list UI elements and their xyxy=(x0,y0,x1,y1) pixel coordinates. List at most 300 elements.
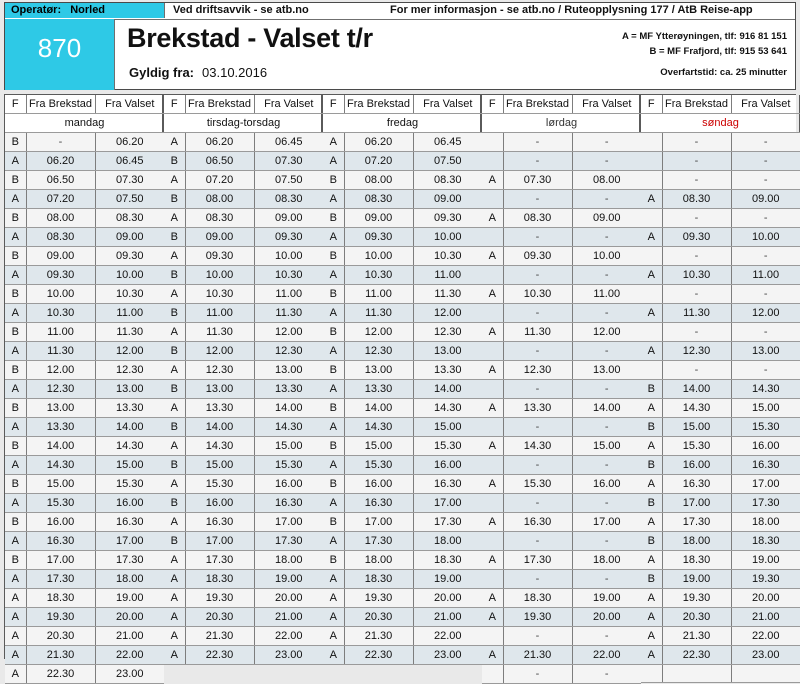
table-row xyxy=(482,570,641,589)
cell-from-valset: 13.30 xyxy=(413,361,482,380)
cell-from-valset: 10.00 xyxy=(413,228,482,247)
cell-from-valset: 13.00 xyxy=(731,342,800,361)
cell-from-brekstad xyxy=(662,665,731,683)
cell-from-valset: 10.30 xyxy=(254,266,323,285)
cell-from-valset: 21.00 xyxy=(254,608,323,627)
cell-ferry: A xyxy=(641,646,662,665)
cell-ferry: A xyxy=(5,646,26,665)
cell-from-brekstad: - xyxy=(662,285,731,304)
cell-ferry xyxy=(482,228,503,247)
cell-from-valset: 23.00 xyxy=(413,646,482,665)
cell-ferry: B xyxy=(164,190,185,209)
cell-ferry: B xyxy=(164,456,185,475)
cell-ferry: A xyxy=(164,608,185,627)
cell-from-valset: 16.30 xyxy=(413,475,482,494)
cell-ferry: A xyxy=(323,570,344,589)
table-row xyxy=(323,247,482,266)
cell-from-brekstad: 10.30 xyxy=(662,266,731,285)
cell-from-valset: 08.30 xyxy=(95,209,164,228)
cell-from-valset: - xyxy=(731,171,800,190)
cell-from-valset: 15.00 xyxy=(413,418,482,437)
cell-ferry: B xyxy=(641,532,662,551)
cell-from-valset: 10.00 xyxy=(95,266,164,285)
cell-from-brekstad: 14.30 xyxy=(185,437,254,456)
cell-from-valset: - xyxy=(731,285,800,304)
cell-from-brekstad: - xyxy=(503,133,572,152)
cell-from-valset: 12.00 xyxy=(254,323,323,342)
cell-from-valset: 16.00 xyxy=(95,494,164,513)
table-row xyxy=(164,285,323,304)
cell-ferry: A xyxy=(164,285,185,304)
table-row xyxy=(641,247,800,266)
cell-ferry xyxy=(641,209,662,228)
cell-from-brekstad: 17.00 xyxy=(344,513,413,532)
cell-ferry: A xyxy=(641,437,662,456)
cell-from-brekstad: 18.30 xyxy=(344,570,413,589)
cell-ferry: A xyxy=(164,570,185,589)
table-row xyxy=(5,399,164,418)
table-row xyxy=(164,380,323,399)
notice-disruption: Ved driftsavvik - se atb.no xyxy=(173,4,309,16)
cell-from-brekstad: 18.30 xyxy=(185,570,254,589)
cell-from-brekstad: 15.00 xyxy=(185,456,254,475)
cell-from-brekstad: 11.00 xyxy=(26,323,95,342)
cell-from-valset: 19.00 xyxy=(413,570,482,589)
table-row xyxy=(5,456,164,475)
operator-label: Operatør: xyxy=(11,4,62,16)
cell-from-valset: 13.00 xyxy=(95,380,164,399)
table-sondag xyxy=(641,95,800,683)
cell-ferry: A xyxy=(641,513,662,532)
cell-from-brekstad: 10.30 xyxy=(26,304,95,323)
cell-from-brekstad: 17.00 xyxy=(185,532,254,551)
cell-ferry: A xyxy=(323,608,344,627)
cell-from-valset: 16.30 xyxy=(731,456,800,475)
cell-from-valset: 12.00 xyxy=(95,342,164,361)
cell-ferry: B xyxy=(5,475,26,494)
cell-from-brekstad: 10.00 xyxy=(344,247,413,266)
cell-from-brekstad: - xyxy=(503,190,572,209)
cell-ferry: B xyxy=(323,551,344,570)
cell-from-valset: 17.00 xyxy=(731,475,800,494)
table-row xyxy=(482,589,641,608)
cell-ferry: B xyxy=(323,285,344,304)
table-row xyxy=(641,589,800,608)
cell-ferry: B xyxy=(5,171,26,190)
table-row xyxy=(323,437,482,456)
cell-ferry: A xyxy=(323,627,344,646)
cell-from-valset: 20.00 xyxy=(413,589,482,608)
cell-ferry xyxy=(482,342,503,361)
cell-ferry: A xyxy=(641,627,662,646)
cell-ferry: A xyxy=(482,589,503,608)
table-row xyxy=(323,209,482,228)
table-row xyxy=(164,228,323,247)
cell-from-brekstad: - xyxy=(662,361,731,380)
cell-from-valset: 18.00 xyxy=(731,513,800,532)
table-row xyxy=(482,285,641,304)
cell-from-valset: 16.00 xyxy=(572,475,641,494)
col-header-from-valset: Fra Valset xyxy=(413,95,482,114)
cell-from-brekstad: 12.00 xyxy=(185,342,254,361)
cell-ferry: A xyxy=(5,532,26,551)
cell-from-brekstad: - xyxy=(503,418,572,437)
cell-from-brekstad: 16.30 xyxy=(185,513,254,532)
table-row xyxy=(641,304,800,323)
cell-ferry: A xyxy=(641,190,662,209)
table-row xyxy=(482,342,641,361)
cell-from-valset: 17.30 xyxy=(254,532,323,551)
cell-ferry: A xyxy=(641,589,662,608)
cell-from-brekstad: 08.30 xyxy=(344,190,413,209)
cell-from-valset: 23.00 xyxy=(731,646,800,665)
table-row xyxy=(5,304,164,323)
block-mandag xyxy=(5,95,164,680)
cell-ferry: B xyxy=(323,171,344,190)
table-row xyxy=(323,627,482,646)
cell-from-valset: 15.30 xyxy=(95,475,164,494)
table-row xyxy=(5,570,164,589)
table-row xyxy=(482,627,641,646)
col-header-f: F xyxy=(641,95,662,114)
cell-from-valset: - xyxy=(572,304,641,323)
cell-from-valset: 17.00 xyxy=(572,513,641,532)
table-row xyxy=(5,532,164,551)
table-row xyxy=(482,665,641,684)
cell-ferry: A xyxy=(164,399,185,418)
table-row xyxy=(323,475,482,494)
cell-from-valset: 17.30 xyxy=(731,494,800,513)
day-label-tirsdag-torsdag: tirsdag-torsdag xyxy=(164,114,323,133)
col-header-from-brekstad: Fra Brekstad xyxy=(662,95,731,114)
table-row xyxy=(641,285,800,304)
table-row xyxy=(641,494,800,513)
cell-from-valset: 07.50 xyxy=(254,171,323,190)
cell-ferry: B xyxy=(164,418,185,437)
cell-from-brekstad: - xyxy=(662,171,731,190)
table-row xyxy=(641,570,800,589)
table-row xyxy=(164,247,323,266)
cell-from-brekstad: 08.30 xyxy=(185,209,254,228)
cell-from-brekstad: 06.20 xyxy=(26,152,95,171)
cell-from-valset: 11.00 xyxy=(95,304,164,323)
cell-from-brekstad: - xyxy=(503,627,572,646)
cell-from-brekstad: - xyxy=(662,209,731,228)
cell-ferry: B xyxy=(323,247,344,266)
cell-from-brekstad: 06.50 xyxy=(185,152,254,171)
table-row xyxy=(164,456,323,475)
cell-from-brekstad: 18.30 xyxy=(503,589,572,608)
cell-from-brekstad: 11.30 xyxy=(662,304,731,323)
table-tirsdag-torsdag xyxy=(164,95,323,665)
table-row xyxy=(5,494,164,513)
cell-from-brekstad: 15.30 xyxy=(662,437,731,456)
cell-ferry: A xyxy=(482,437,503,456)
cell-ferry: A xyxy=(641,228,662,247)
cell-from-valset: 12.30 xyxy=(95,361,164,380)
day-label-sondag: søndag xyxy=(641,114,800,133)
cell-from-valset: 10.00 xyxy=(254,247,323,266)
table-row xyxy=(5,171,164,190)
table-row xyxy=(164,627,323,646)
cell-from-valset: 15.00 xyxy=(254,437,323,456)
table-row xyxy=(5,323,164,342)
cell-from-valset: - xyxy=(572,342,641,361)
cell-from-brekstad: 14.00 xyxy=(26,437,95,456)
timetable-header xyxy=(4,2,796,90)
table-row xyxy=(641,133,800,152)
cell-from-brekstad: 14.30 xyxy=(662,399,731,418)
cell-from-brekstad: 16.00 xyxy=(26,513,95,532)
page-title: Brekstad - Valset t/r xyxy=(127,23,373,53)
table-row xyxy=(5,133,164,152)
cell-from-valset: 09.30 xyxy=(254,228,323,247)
table-row xyxy=(323,608,482,627)
table-row xyxy=(641,323,800,342)
cell-from-valset: 12.30 xyxy=(254,342,323,361)
cell-from-brekstad: 09.30 xyxy=(26,266,95,285)
table-row xyxy=(5,247,164,266)
valid-from-label: Gyldig fra: xyxy=(129,65,195,80)
cell-ferry xyxy=(641,171,662,190)
cell-ferry xyxy=(482,494,503,513)
cell-from-brekstad: 13.00 xyxy=(344,361,413,380)
table-row xyxy=(323,551,482,570)
cell-from-valset: 12.00 xyxy=(731,304,800,323)
cell-ferry: B xyxy=(323,437,344,456)
crossing-time-info: Overfartstid: ca. 25 minutter xyxy=(660,67,787,78)
cell-ferry: B xyxy=(323,361,344,380)
cell-ferry: A xyxy=(323,418,344,437)
table-lordag xyxy=(482,95,641,684)
cell-from-valset: 19.00 xyxy=(95,589,164,608)
rows-tirsdag-torsdag xyxy=(164,133,323,665)
cell-ferry: A xyxy=(482,285,503,304)
cell-from-brekstad: - xyxy=(503,266,572,285)
col-header-f: F xyxy=(323,95,344,114)
table-row xyxy=(482,228,641,247)
cell-ferry: B xyxy=(5,513,26,532)
cell-ferry: B xyxy=(164,228,185,247)
cell-ferry xyxy=(641,247,662,266)
cell-ferry: A xyxy=(323,380,344,399)
cell-from-valset: 09.00 xyxy=(95,228,164,247)
col-header-from-valset: Fra Valset xyxy=(95,95,164,114)
cell-ferry: B xyxy=(323,209,344,228)
cell-from-brekstad: 20.30 xyxy=(26,627,95,646)
table-row xyxy=(641,228,800,247)
cell-from-valset: - xyxy=(572,380,641,399)
cell-from-valset: - xyxy=(572,570,641,589)
table-row xyxy=(482,513,641,532)
cell-from-valset: 20.00 xyxy=(572,608,641,627)
cell-ferry xyxy=(641,285,662,304)
cell-from-brekstad: 14.30 xyxy=(26,456,95,475)
cell-from-valset: 19.00 xyxy=(254,570,323,589)
cell-ferry: A xyxy=(164,646,185,665)
cell-from-brekstad: 22.30 xyxy=(26,665,95,684)
table-row xyxy=(164,152,323,171)
cell-from-valset: - xyxy=(572,152,641,171)
cell-from-valset: 15.30 xyxy=(254,456,323,475)
cell-from-brekstad: 11.00 xyxy=(185,304,254,323)
cell-from-valset: - xyxy=(572,190,641,209)
cell-ferry: A xyxy=(482,513,503,532)
col-header-from-valset: Fra Valset xyxy=(254,95,323,114)
table-row xyxy=(164,494,323,513)
cell-from-valset: 09.00 xyxy=(731,190,800,209)
cell-from-brekstad: - xyxy=(662,247,731,266)
table-row xyxy=(482,380,641,399)
cell-ferry: B xyxy=(323,475,344,494)
col-header-from-brekstad: Fra Brekstad xyxy=(26,95,95,114)
cell-from-valset: 11.00 xyxy=(254,285,323,304)
cell-from-brekstad: 12.30 xyxy=(185,361,254,380)
cell-from-brekstad: 08.00 xyxy=(26,209,95,228)
cell-from-brekstad: 09.30 xyxy=(662,228,731,247)
table-row xyxy=(641,266,800,285)
cell-ferry: A xyxy=(5,152,26,171)
cell-from-valset: 08.30 xyxy=(413,171,482,190)
table-row xyxy=(641,608,800,627)
cell-from-brekstad: 17.00 xyxy=(662,494,731,513)
cell-from-brekstad: - xyxy=(503,494,572,513)
cell-from-brekstad: 17.30 xyxy=(662,513,731,532)
cell-from-valset: 09.00 xyxy=(413,190,482,209)
cell-from-brekstad: 19.30 xyxy=(662,589,731,608)
block-tirsdag-torsdag xyxy=(164,95,323,659)
table-row xyxy=(5,228,164,247)
table-row xyxy=(323,456,482,475)
cell-from-valset: - xyxy=(731,152,800,171)
table-row xyxy=(482,437,641,456)
table-row xyxy=(164,399,323,418)
cell-from-brekstad: 17.30 xyxy=(185,551,254,570)
cell-from-valset: 12.00 xyxy=(572,323,641,342)
cell-ferry: B xyxy=(164,304,185,323)
cell-from-brekstad: 14.30 xyxy=(503,437,572,456)
cell-from-valset xyxy=(731,665,800,683)
day-label-fredag: fredag xyxy=(323,114,482,133)
block-fredag xyxy=(323,95,482,659)
cell-from-brekstad: 21.30 xyxy=(662,627,731,646)
valid-from-date: 03.10.2016 xyxy=(202,65,268,80)
cell-from-valset: 18.00 xyxy=(95,570,164,589)
cell-ferry: A xyxy=(641,304,662,323)
table-row xyxy=(5,209,164,228)
table-row xyxy=(5,608,164,627)
ferry-a-info: A = MF Ytterøyningen, tlf: 916 81 151 xyxy=(622,31,787,42)
cell-ferry: A xyxy=(164,551,185,570)
cell-from-brekstad: 21.30 xyxy=(503,646,572,665)
table-row xyxy=(323,570,482,589)
cell-ferry xyxy=(482,665,503,684)
table-row xyxy=(641,171,800,190)
cell-from-brekstad: 09.30 xyxy=(344,228,413,247)
table-row xyxy=(482,266,641,285)
cell-ferry xyxy=(641,665,662,683)
cell-from-brekstad: 13.30 xyxy=(344,380,413,399)
cell-from-brekstad: 22.30 xyxy=(185,646,254,665)
table-row xyxy=(641,361,800,380)
cell-from-brekstad: 10.30 xyxy=(185,285,254,304)
cell-from-brekstad: 19.00 xyxy=(662,570,731,589)
cell-from-brekstad: 11.30 xyxy=(185,323,254,342)
table-row xyxy=(482,494,641,513)
table-row xyxy=(641,418,800,437)
table-row xyxy=(323,513,482,532)
cell-from-brekstad: 14.00 xyxy=(662,380,731,399)
cell-from-brekstad: - xyxy=(503,380,572,399)
cell-ferry: B xyxy=(164,494,185,513)
cell-from-brekstad: - xyxy=(503,152,572,171)
cell-from-valset: - xyxy=(572,418,641,437)
cell-from-valset: 09.30 xyxy=(95,247,164,266)
table-row xyxy=(164,437,323,456)
table-row xyxy=(5,190,164,209)
table-row xyxy=(323,228,482,247)
table-row xyxy=(641,456,800,475)
cell-from-brekstad: 06.50 xyxy=(26,171,95,190)
ferry-b-info: B = MF Frafjord, tlf: 915 53 641 xyxy=(649,46,787,57)
cell-from-brekstad: 08.30 xyxy=(26,228,95,247)
cell-from-brekstad: 16.30 xyxy=(503,513,572,532)
cell-ferry: A xyxy=(323,532,344,551)
cell-from-brekstad: 09.30 xyxy=(503,247,572,266)
cell-ferry: A xyxy=(5,418,26,437)
cell-from-brekstad: 11.00 xyxy=(344,285,413,304)
cell-from-valset: 18.30 xyxy=(731,532,800,551)
cell-from-brekstad: 15.30 xyxy=(185,475,254,494)
table-row xyxy=(5,551,164,570)
cell-ferry: A xyxy=(323,646,344,665)
cell-from-valset: 14.00 xyxy=(254,399,323,418)
table-row xyxy=(164,323,323,342)
cell-ferry: B xyxy=(641,494,662,513)
cell-from-valset: 08.00 xyxy=(572,171,641,190)
cell-from-valset: 10.00 xyxy=(572,247,641,266)
cell-from-valset: 18.00 xyxy=(254,551,323,570)
cell-from-valset: 14.30 xyxy=(731,380,800,399)
cell-ferry xyxy=(641,323,662,342)
cell-from-brekstad: 16.30 xyxy=(26,532,95,551)
cell-from-valset: 10.30 xyxy=(95,285,164,304)
cell-from-valset: 07.50 xyxy=(95,190,164,209)
cell-ferry: A xyxy=(5,190,26,209)
cell-ferry: A xyxy=(482,361,503,380)
cell-ferry xyxy=(641,133,662,152)
cell-ferry: A xyxy=(5,380,26,399)
cell-from-valset: - xyxy=(572,228,641,247)
cell-from-brekstad: 20.30 xyxy=(185,608,254,627)
cell-from-valset: 17.00 xyxy=(95,532,164,551)
cell-ferry xyxy=(482,133,503,152)
table-row xyxy=(5,380,164,399)
cell-ferry: A xyxy=(641,399,662,418)
cell-ferry: B xyxy=(5,323,26,342)
cell-ferry: A xyxy=(5,570,26,589)
cell-ferry: A xyxy=(5,266,26,285)
cell-from-valset: - xyxy=(572,532,641,551)
rows-mandag xyxy=(5,133,164,684)
cell-from-brekstad: 11.30 xyxy=(344,304,413,323)
cell-from-valset: - xyxy=(572,456,641,475)
cell-ferry: A xyxy=(5,494,26,513)
cell-from-brekstad: 09.00 xyxy=(185,228,254,247)
rows-sondag xyxy=(641,133,800,683)
cell-from-brekstad: 11.30 xyxy=(26,342,95,361)
cell-ferry: B xyxy=(641,418,662,437)
